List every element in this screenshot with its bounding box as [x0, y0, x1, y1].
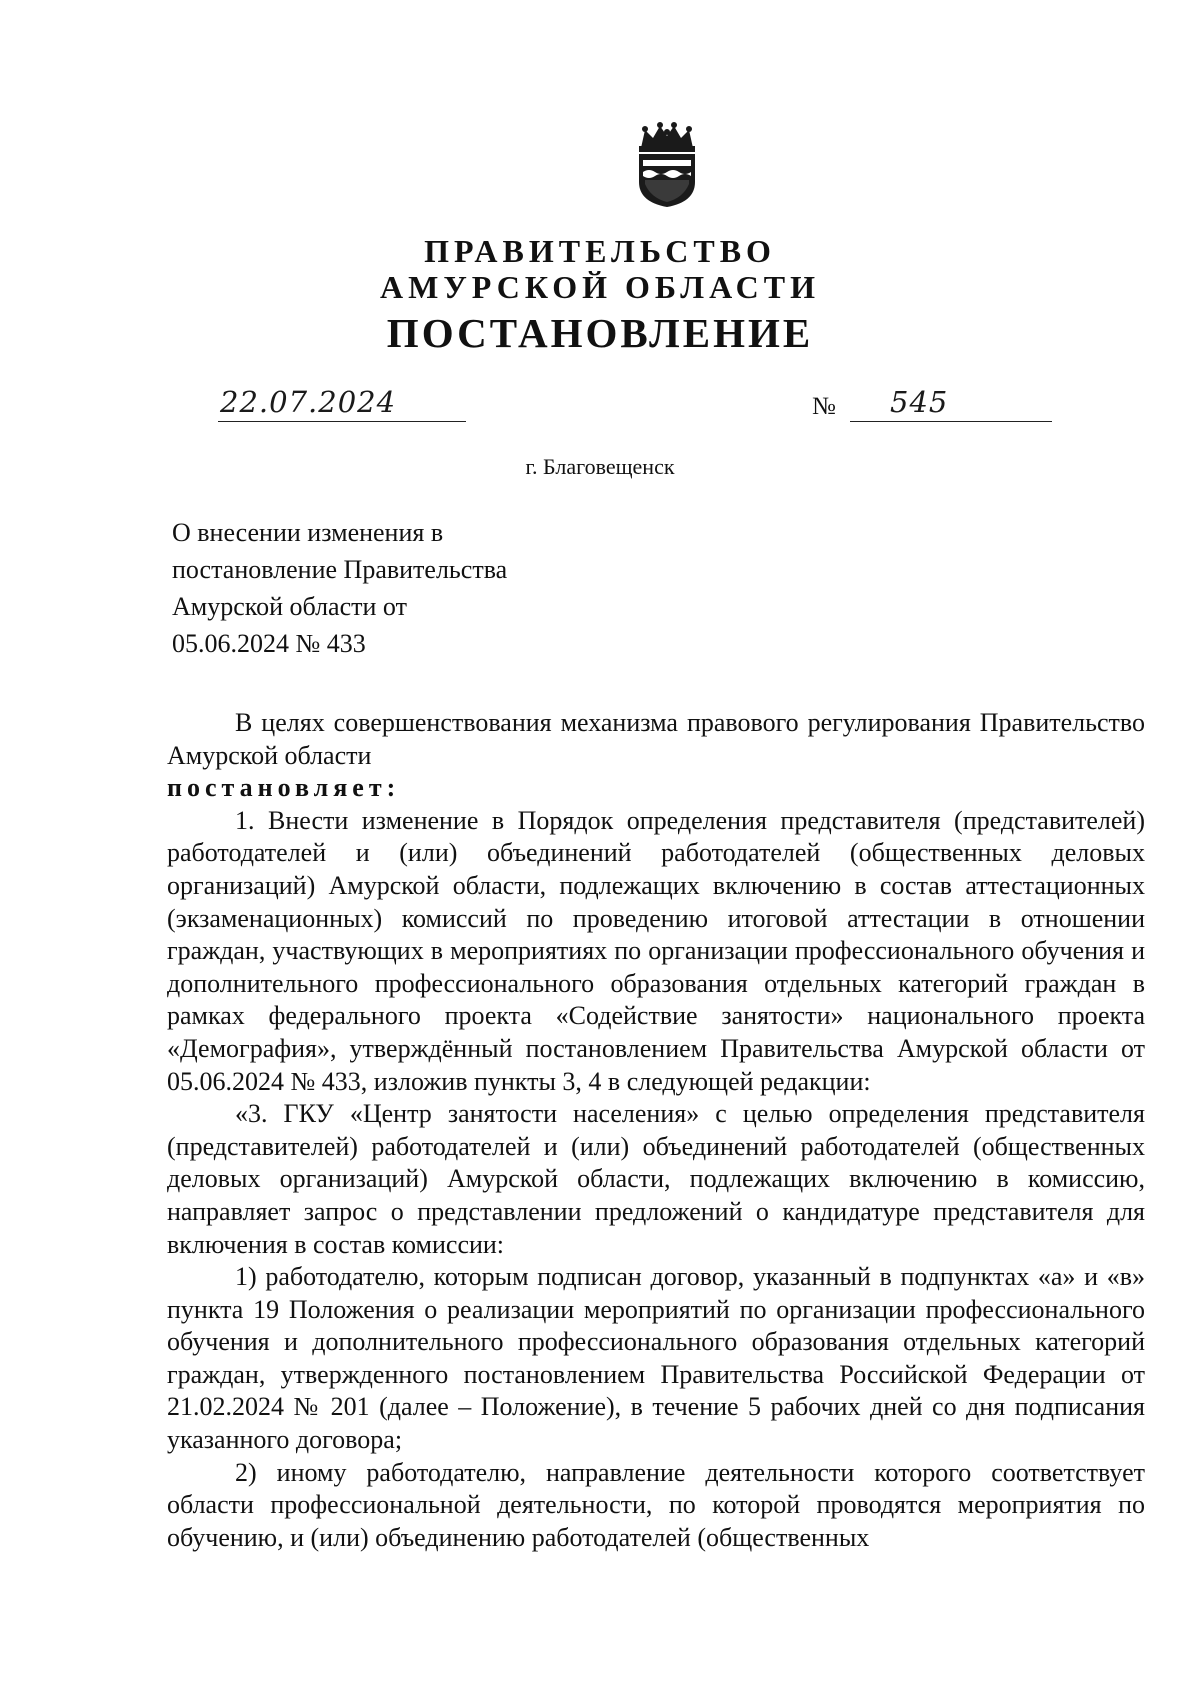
coat-of-arms-icon	[633, 122, 701, 208]
decree-word: постановляет:	[167, 773, 401, 803]
subject-line: постановление Правительства	[172, 555, 508, 584]
number-field	[850, 385, 1052, 422]
number-sign: №	[812, 393, 836, 420]
subpoint-1-paragraph: 1) работодателю, которым подписан договор, указанный в подпунктах «а» и «в» пункта 19 Положения о реализации мероприятий по организации профессионального обучения и дополнительного профессионального образования отдельных категорий граждан, утвержденного постановлением Правительства Российской Федерации от 21.02.2024 № 201 (далее – Положение), в течение 5 рабочих дней со дня подписания указанного договора;	[167, 1262, 1145, 1455]
organization-name-line1: ПРАВИТЕЛЬСТВО	[424, 233, 776, 269]
organization-name-line2: АМУРСКОЙ ОБЛАСТИ	[380, 269, 820, 305]
document-subject	[172, 514, 507, 662]
subject-line: О внесении изменения в	[172, 518, 444, 547]
item-1-paragraph: 1. Внести изменение в Порядок определения представителя (представителей) работодателей и (или) объединений работодателей (общественных деловых организаций) Амурской области, подлежащих включению в состав аттестационных (экзаменационных) комиссий по проведению итоговой аттестации в отношении граждан, участвующих в мероприятиях по организации профессионального обучения и дополнительного профессионального образования отдельных категорий граждан в рамках федерального проекта «Содействие занятости» национального проекта «Демография», утверждённый постановлением Правительства Амурской области от 05.06.2024 № 433, изложив пункты 3, 4 в следующей редакции:	[167, 805, 1145, 1096]
preamble-paragraph: В целях совершенствования механизма правового регулирования Правительство Амурской области	[167, 708, 1145, 770]
document-body	[167, 707, 1145, 1554]
handwritten-date: 22.07.2024	[220, 385, 397, 419]
handwritten-number: 545	[890, 385, 949, 419]
city-name: г. Благовещенск	[525, 454, 675, 479]
subpoint-2-paragraph: 2) иному работодателю, направление деятельности которого соответствует области профессиональной деятельности, по которой проводятся мероприятия по обучению, и (или) объединению работодателей (общественных	[167, 1457, 1145, 1552]
coat-of-arms-emblem	[633, 122, 701, 208]
point-3-paragraph: «3. ГКУ «Центр занятости населения» с целью определения представителя (представителей) работодателей и (или) объединений работодателей (общественных деловых организаций) Амурской области, подлежащих включению в комиссию, направляет запрос о представлении предложений о кандидатуре представителя для включения в состав комиссии:	[167, 1099, 1145, 1259]
date-field	[218, 385, 466, 422]
subject-line: Амурской области от	[172, 592, 407, 621]
document-type-title: ПОСТАНОВЛЕНИЕ	[386, 310, 814, 356]
subject-line: 05.06.2024 № 433	[172, 629, 366, 658]
